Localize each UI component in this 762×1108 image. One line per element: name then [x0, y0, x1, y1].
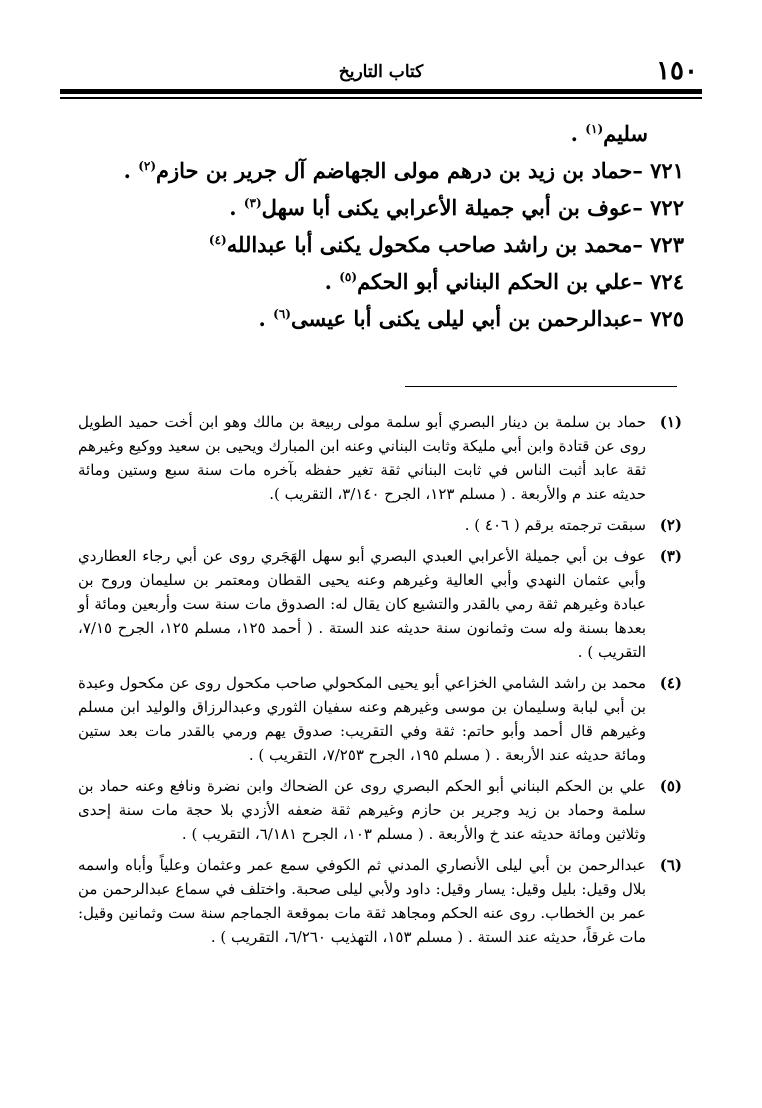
entry-number: ٧٢١ –: [632, 158, 684, 183]
footnote-marker: (٦): [659, 856, 682, 874]
entry-line: [124, 152, 684, 189]
entry-number: ٧٢٣ –: [632, 232, 684, 257]
footnote-marker: (٥): [659, 777, 682, 795]
footnote-text: محمد بن راشد الشامي الخزاعي أبو يحيى المكحولي صاحب مكحول روى عن مكحول وعبدة بن أبي لبابة وسليمان بن موسى وغيرهم وعنه سفيان الثوري وعبدالرزاق والوليد ابن مسلم وغيرهم قال أحمد وأبو حاتم: ثقة وفي التقريب: صدوق يهم ورمي بالقدر مات بعد ستين ومائة حديثه عند الأربعة . ( مسلم ١٩٥، الجرح ٧/٢٥٣، التقريب ) .: [78, 674, 646, 764]
footnote-ref[interactable]: (٣): [243, 196, 262, 210]
footnote: [78, 410, 682, 506]
entries-list: [124, 115, 684, 337]
entry-line: [124, 189, 684, 226]
footnote: [78, 513, 682, 537]
entry-text: عوف بن أبي جميلة الأعرابي يكنى أبا سهل: [261, 195, 633, 220]
footnote-ref[interactable]: (٥): [339, 270, 358, 284]
page-number: ١٥٠: [656, 56, 698, 86]
footnote-text: سبقت ترجمته برقم ( ٤٠٦ ) .: [464, 516, 646, 534]
footnote-ref[interactable]: (٤): [208, 233, 227, 247]
footnote: [78, 774, 682, 846]
footnote: [78, 853, 682, 949]
footnote-marker: (٢): [659, 516, 682, 534]
entry-line: [124, 300, 684, 337]
header-rule-thin: [60, 97, 702, 99]
entry-tail: .: [324, 269, 340, 294]
footnote-marker: (٤): [659, 674, 682, 692]
footnote-marker: (١): [659, 413, 682, 431]
entry-line: [124, 226, 684, 263]
entry-number: ٧٢٤ –: [632, 269, 684, 294]
entry-line: [124, 115, 684, 152]
entry-number: ٧٢٥ –: [632, 306, 684, 331]
footnote-text: علي بن الحكم البناني أبو الحكم البصري روى عن الضحاك وابن نضرة ونافع وعنه حماد بن سلمة وحماد بن زيد وجرير بن حازم وغيرهم ثقة ضعفه الأزدي بلا حجة مات سنة إحدى وثلاثين ومائة حديثه عند خ والأربعة . ( مسلم ١٠٣، الجرح ٦/١٨١، التقريب ) .: [78, 777, 646, 843]
footnote-marker: (٣): [659, 547, 682, 565]
entry-tail: .: [229, 195, 244, 220]
footnote-ref[interactable]: (١): [585, 122, 604, 136]
entry-text: حماد بن زيد بن درهم مولى الجهاضم آل جرير بن حازم: [156, 158, 633, 183]
entry-number: ٧٢٢ –: [632, 195, 684, 220]
entry-text: محمد بن راشد صاحب مكحول يكنى أبا عبدالله: [226, 232, 633, 257]
entry-tail: .: [570, 121, 586, 146]
entry-text: علي بن الحكم البناني أبو الحكم: [357, 269, 633, 294]
footnote-separator: [405, 386, 677, 387]
footnote-text: عوف بن أبي جميلة الأعرابي العبدي البصري أبو سهل الهَجَري روى عن أبي رجاء العطاردي وأبي عثمان النهدي وأبي العالية وغيرهم وعنه يحيى القطان ومعتمر بن سليمان وروح بن عبادة وغيرهم ثقة رمي بالقدر والتشيع كان يقال له: الصدوق مات سنة ست وأربعين ومائة أو بعدها بسنة وله ست وثمانون سنة حديثه عند الستة . ( أحمد ١٢٥، مسلم ١٢٥، الجرح ٧/١٥، التقريب ) .: [78, 547, 646, 661]
entry-tail: .: [123, 158, 139, 183]
footnote-text: عبدالرحمن بن أبي ليلى الأنصاري المدني ثم الكوفي سمع عمر وعثمان وعلياً وأباه واسمه بلال وقيل: بليل وقيل: يسار وقيل: داود ولأبي ليلى صحبة. واختلف في سماع عبدالرحمن من عمر بن الخطاب. روى عنه الحكم ومجاهد ثقة مات بموقعة الجماجم سنة ست وثمانين وقيل: مات غرقاً، حديثه عند الستة . ( مسلم ١٥٣، التهذيب ٦/٢٦٠، التقريب ) .: [78, 856, 646, 946]
footnote-text: حماد بن سلمة بن دينار البصري أبو سلمة مولى ربيعة بن مالك وهو ابن أخت حميد الطويل روى عن قتادة وابن أبي مليكة وثابت البناني وعنه ابن المبارك ويحيى بن سعيد ووكيع وغيرهم ثقة عابد أثبت الناس في ثابت البناني ثقة تغير حفظه بآخره مات سنة سبع وستين ومائة حديثه عند م والأربعة . ( مسلم ١٢٣، الجرح ٣/١٤٠، التقريب ).: [78, 413, 646, 503]
header-rule-thick: [60, 89, 702, 94]
entry-line: [124, 263, 684, 300]
footnotes-section: [78, 410, 682, 956]
footnote: [78, 544, 682, 664]
footnote: [78, 671, 682, 767]
entry-text: عبدالرحمن بن أبي ليلى يكنى أبا عيسى: [290, 306, 633, 331]
footnote-ref[interactable]: (٢): [138, 159, 157, 173]
footnote-ref[interactable]: (٦): [273, 307, 291, 321]
book-title: كتاب التاريخ: [338, 62, 424, 82]
entry-tail: .: [258, 306, 274, 331]
entry-text: سليم: [603, 121, 648, 146]
